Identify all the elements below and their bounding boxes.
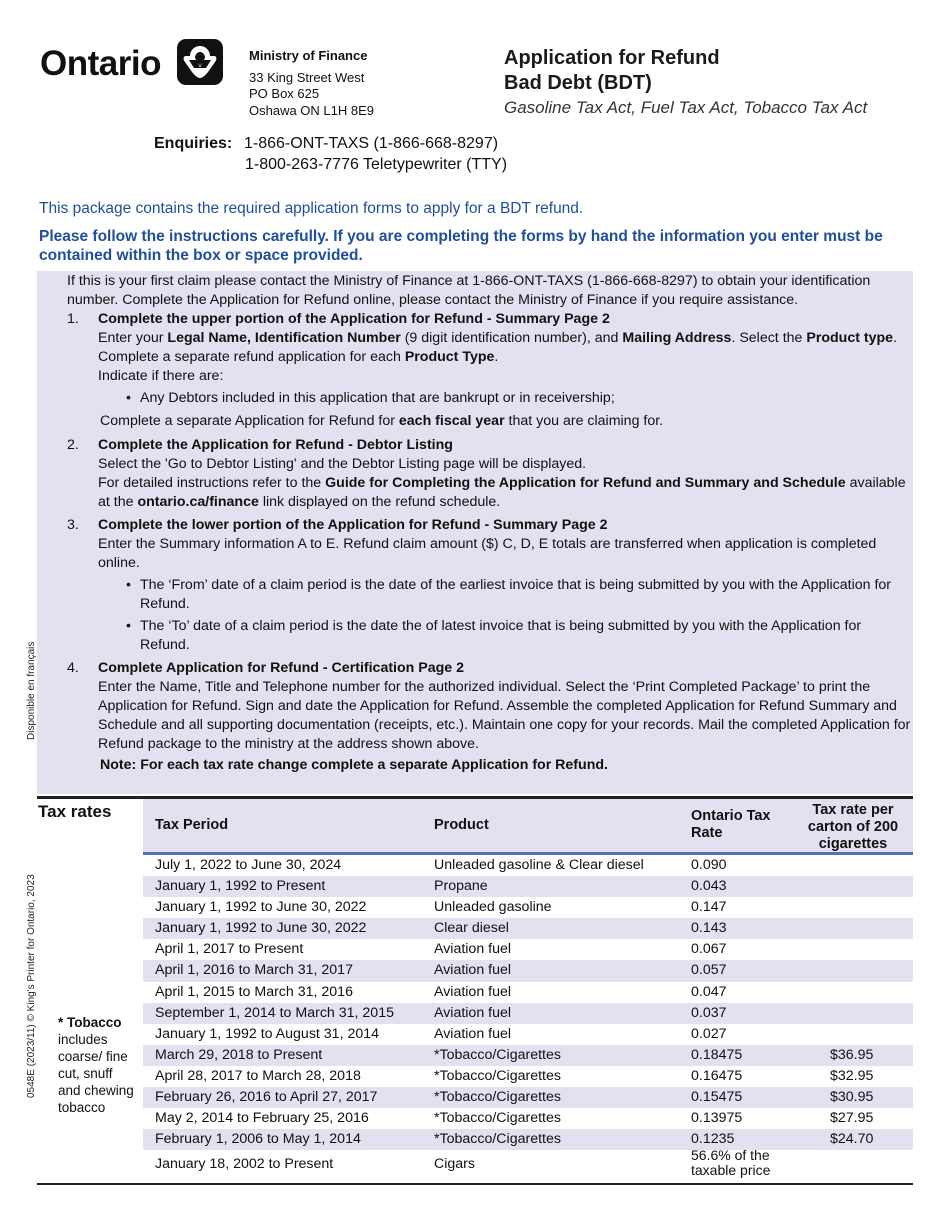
cell-tax-period: January 1, 1992 to August 31, 2014 <box>155 1025 380 1042</box>
text-run: (9 digit identification number), and <box>400 330 623 346</box>
cell-product: *Tobacco/Cigarettes <box>434 1110 561 1127</box>
cell-tax-period: February 26, 2016 to April 27, 2017 <box>155 1089 378 1106</box>
cell-tax-rate: 56.6% of the taxable price <box>691 1147 771 1179</box>
table-row <box>143 855 913 876</box>
tax-rates-heading: Tax rates <box>38 802 112 821</box>
cell-product: Aviation fuel <box>434 1025 512 1042</box>
col-ontario-tax-rate: Ontario Tax Rate <box>691 808 771 841</box>
tobacco-note <box>58 1014 138 1116</box>
table-row <box>143 939 913 960</box>
finance-link[interactable]: ontario.ca/finance <box>137 494 259 510</box>
form-code-copyright: 0548E (2023/11) © King's Printer for Ontario, 2023 <box>26 874 37 1098</box>
cell-tax-rate: 0.15475 <box>691 1089 743 1106</box>
bullet-item <box>98 389 913 408</box>
cell-tax-period: May 2, 2014 to February 25, 2016 <box>155 1110 369 1127</box>
text-run: Legal Name, Identification Number <box>167 330 401 346</box>
table-row <box>143 1147 913 1179</box>
cell-tax-rate: 0.047 <box>691 983 727 1000</box>
text-run: each fiscal year <box>398 413 505 429</box>
trillium-icon <box>176 38 224 91</box>
cell-tax-rate: 0.143 <box>691 920 727 937</box>
table-row <box>143 1087 913 1108</box>
cell-tax-period: January 1, 1992 to June 30, 2022 <box>155 899 367 916</box>
enquiries-phone: 1-866-ONT-TAXS (1-866-668-8297) <box>244 135 499 152</box>
cell-tax-period: September 1, 2014 to March 31, 2015 <box>155 1004 394 1021</box>
bullet-text: The ‘From’ date of a claim period is the date of the earliest invoice that is being submitted by you with the Application for Refund. <box>140 577 892 612</box>
cell-tax-period: March 29, 2018 to Present <box>155 1046 323 1063</box>
step-2 <box>67 436 913 512</box>
text-run: Product type <box>806 330 894 346</box>
enquiries-label: Enquiries: <box>154 135 233 152</box>
bullet-item <box>98 617 913 655</box>
cell-tax-rate: 0.147 <box>691 899 727 916</box>
cell-tax-period: April 28, 2017 to March 28, 2018 <box>155 1067 361 1084</box>
cell-product: Propane <box>434 878 488 895</box>
table-row <box>143 918 913 939</box>
bullet-icon: • <box>126 390 131 406</box>
col-carton-rate: Tax rate per carton of 200 cigarettes <box>807 802 899 852</box>
table-row <box>143 897 913 918</box>
text-run: . Complete a separate refund application for each <box>98 330 898 365</box>
package-text: This package contains the required application forms to apply for a BDT refund. <box>39 200 584 217</box>
title-line: Application for Refund <box>504 47 720 69</box>
col-tax-period: Tax Period <box>155 817 229 833</box>
ontario-wordmark: Ontario <box>40 44 161 83</box>
bullet-icon: • <box>126 577 131 593</box>
step-number: 2. <box>67 437 79 453</box>
cell-product: *Tobacco/Cigarettes <box>434 1046 561 1063</box>
follow-instructions: Please follow the instructions carefully. If you are completing the forms by hand the information you enter must be contained within the box or space provided. <box>39 228 883 264</box>
cell-tax-rate: 0.057 <box>691 962 727 979</box>
cell-product: Aviation fuel <box>434 941 512 958</box>
bullet-item <box>98 576 913 614</box>
cell-tax-period: April 1, 2015 to March 31, 2016 <box>155 983 353 1000</box>
step-heading: Complete the lower portion of the Application for Refund - Summary Page 2 <box>98 517 608 533</box>
cell-product: *Tobacco/Cigarettes <box>434 1131 561 1148</box>
cell-carton-rate: $24.70 <box>830 1131 874 1148</box>
cell-carton-rate: $30.95 <box>830 1089 874 1106</box>
cell-carton-rate: $27.95 <box>830 1110 874 1127</box>
col-product: Product <box>434 817 489 833</box>
text-run: link displayed on the refund schedule. <box>258 494 501 510</box>
table-row <box>143 1045 913 1066</box>
step-text: Indicate if there are: <box>98 368 224 384</box>
cell-tax-rate: 0.043 <box>691 878 727 895</box>
ministry-name: Ministry of Finance <box>249 48 368 63</box>
disponible-francais: Disponible en français <box>26 641 37 740</box>
cell-product: Unleaded gasoline <box>434 899 552 916</box>
step-text: Select the 'Go to Debtor Listing' and the Debtor Listing page will be displayed. <box>98 456 587 472</box>
step-heading: Complete the upper portion of the Application for Refund - Summary Page 2 <box>98 311 610 327</box>
cell-tax-period: January 1, 1992 to Present <box>155 878 326 895</box>
table-row <box>143 1108 913 1129</box>
step-text <box>98 329 913 367</box>
cell-product: Cigars <box>434 1156 475 1173</box>
text-run: Mailing Address <box>622 330 732 346</box>
cell-product: Aviation fuel <box>434 962 512 979</box>
cell-tax-rate: 0.16475 <box>691 1067 743 1084</box>
instructions-box <box>37 271 913 794</box>
step-1 <box>67 310 913 431</box>
title-line: Bad Debt (BDT) <box>504 72 652 94</box>
tobacco-note-text: includes coarse/ fine cut, snuff and chewing tobacco <box>58 1032 134 1115</box>
bullet-icon: • <box>126 618 131 634</box>
cell-tax-period: January 1, 1992 to June 30, 2022 <box>155 920 367 937</box>
cell-product: Aviation fuel <box>434 983 512 1000</box>
step-number: 4. <box>67 660 79 676</box>
cell-tax-period: January 18, 2002 to Present <box>155 1156 334 1173</box>
cell-tax-period: February 1, 2006 to May 1, 2014 <box>155 1131 361 1148</box>
cell-tax-period: July 1, 2022 to June 30, 2024 <box>155 857 342 873</box>
text-run: that you are claiming for. <box>504 413 664 429</box>
table-header <box>143 799 913 852</box>
text-run: Enter your <box>98 330 168 346</box>
cell-tax-rate: 0.027 <box>691 1025 727 1042</box>
cell-tax-rate: 0.090 <box>691 857 727 873</box>
table-row <box>143 1024 913 1045</box>
enquiries <box>154 133 507 175</box>
bullet-text: Any Debtors included in this application that are bankrupt or in receivership; <box>140 390 615 406</box>
step-text: Enter the Summary information A to E. Refund claim amount ($) C, D, E totals are transferred when application is completed online. <box>98 536 877 571</box>
text-run: . Select the <box>731 330 807 346</box>
ministry-address <box>249 48 374 119</box>
cell-carton-rate: $32.95 <box>830 1067 874 1084</box>
guide-reference: Guide for Completing the Application for Refund and Summary and Schedule <box>325 475 846 491</box>
cell-carton-rate: $36.95 <box>830 1046 874 1063</box>
text-run: Complete a separate Application for Refund for <box>100 413 399 429</box>
table-row <box>143 1129 913 1150</box>
step-heading: Complete Application for Refund - Certification Page 2 <box>98 660 465 676</box>
step-text <box>100 412 913 431</box>
step-4 <box>67 659 913 775</box>
table-row <box>143 982 913 1003</box>
step-3 <box>67 516 913 655</box>
step-heading: Complete the Application for Refund - Debtor Listing <box>98 437 453 453</box>
first-claim-text: If this is your first claim please contact the Ministry of Finance at 1-866-ONT-TAXS (1-866-668-8297) to obtain your identification number. Complete the Application for Refund online, please contact the Ministry of Finance if you require assistance. <box>67 273 871 308</box>
tobacco-note-bold: * Tobacco <box>58 1015 122 1030</box>
text-run: Product Type <box>404 349 495 365</box>
table-row <box>143 1066 913 1087</box>
address-line: PO Box 625 <box>249 86 320 101</box>
bullet-text: The ‘To’ date of a claim period is the date the of latest invoice that is being submitted by you with the Application for Refund. <box>140 618 862 653</box>
cell-tax-rate: 0.1235 <box>691 1131 735 1148</box>
step-number: 3. <box>67 517 79 533</box>
step-number: 1. <box>67 311 79 327</box>
cell-tax-rate: 0.037 <box>691 1004 727 1021</box>
text-run: . <box>494 349 499 365</box>
cell-product: Clear diesel <box>434 920 509 937</box>
table-row <box>143 960 913 981</box>
tax-rate-rows <box>143 855 913 1177</box>
step-text <box>98 474 913 512</box>
cell-tax-period: April 1, 2016 to March 31, 2017 <box>155 962 353 979</box>
cell-product: Aviation fuel <box>434 1004 512 1021</box>
note-text: Note: For each tax rate change complete a separate Application for Refund. <box>100 757 608 773</box>
address-line: Oshawa ON L1H 8E9 <box>249 102 375 118</box>
form-title <box>504 46 867 120</box>
cell-tax-period: April 1, 2017 to Present <box>155 941 304 958</box>
step-text: Enter the Name, Title and Telephone number for the authorized individual. Select the ‘Print Completed Package’ to print the Application for Refund. Sign and date the Application for Refund. Assemble the completed Application for Refund Summary and Schedule and all supporting documentation (receipts, etc.). Maintain one copy for your records. Mail the completed Application for Refund package to the ministry at the address shown above. <box>98 679 911 752</box>
title-acts: Gasoline Tax Act, Fuel Tax Act, Tobacco Tax Act <box>504 98 868 117</box>
cell-tax-rate: 0.18475 <box>691 1046 743 1063</box>
table-row <box>143 1003 913 1024</box>
table-bottom-rule <box>37 1183 913 1185</box>
enquiries-tty: 1-800-263-7776 Teletypewriter (TTY) <box>245 156 508 173</box>
text-run: available at the <box>98 475 906 510</box>
cell-product: *Tobacco/Cigarettes <box>434 1067 561 1084</box>
address-line: 33 King Street West <box>249 69 365 85</box>
cell-product: *Tobacco/Cigarettes <box>434 1089 561 1106</box>
cell-tax-rate: 0.13975 <box>691 1110 743 1127</box>
cell-tax-rate: 0.067 <box>691 941 727 958</box>
table-row <box>143 876 913 897</box>
text-run: For detailed instructions refer to the <box>98 475 326 491</box>
cell-product: Unleaded gasoline & Clear diesel <box>434 857 644 873</box>
